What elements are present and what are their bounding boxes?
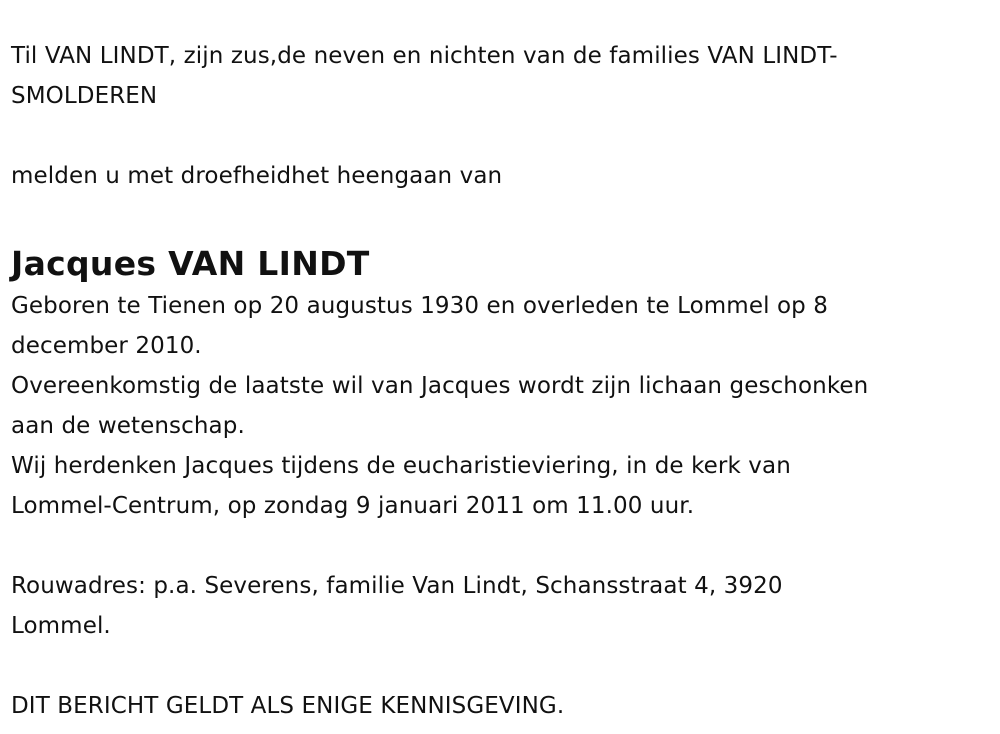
intro-line-2: SMOLDEREN [11, 83, 158, 109]
body-line-donation-2: aan de wetenschap. [11, 413, 245, 439]
spacer [11, 116, 996, 156]
spacer [11, 196, 996, 236]
body-line-donation-1: Overeenkomstig de laatste wil van Jacques wordt zijn lichaan geschonken [11, 373, 869, 399]
address-line-1: Rouwadres: p.a. Severens, familie Van Lindt, Schansstraat 4, 3920 [11, 573, 783, 599]
body-line-birth-death-1: Geboren te Tienen op 20 augustus 1930 en overleden te Lommel op 8 [11, 293, 828, 319]
address-line-2: Lommel. [11, 613, 111, 639]
deceased-name-heading: Jacques VAN LINDT [11, 244, 370, 283]
announce-line: melden u met droefheidhet heengaan van [11, 163, 503, 189]
obituary-notice [11, 36, 996, 726]
closing-line: DIT BERICHT GELDT ALS ENIGE KENNISGEVING. [11, 693, 565, 719]
body-line-birth-death-2: december 2010. [11, 333, 202, 359]
spacer [11, 646, 996, 686]
body-line-service-1: Wij herdenken Jacques tijdens de eucharistieviering, in de kerk van [11, 453, 791, 479]
intro-line-1: Til VAN LINDT, zijn zus,de neven en nichten van de families VAN LINDT- [11, 43, 838, 69]
spacer [11, 526, 996, 566]
body-line-service-2: Lommel-Centrum, op zondag 9 januari 2011 om 11.00 uur. [11, 493, 695, 519]
